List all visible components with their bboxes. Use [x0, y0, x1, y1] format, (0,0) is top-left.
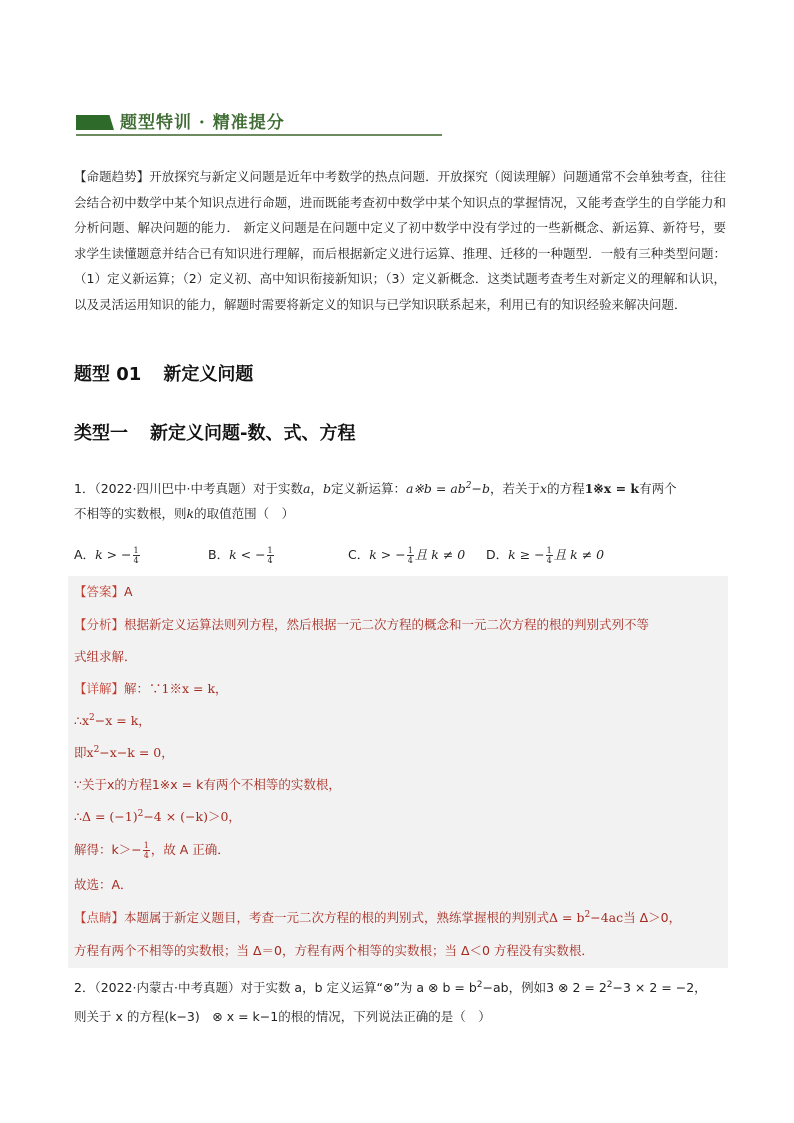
detail-line-3: 即$x^2-x-k = 0$， [74, 744, 174, 760]
option-b[interactable]: B．k < − $\frac{1}{4}$ [208, 546, 273, 565]
fraction: $\frac{1}{4}$ [143, 841, 149, 860]
question-2 [74, 975, 730, 1029]
trend-label: 【命题趋势】 [74, 169, 150, 184]
question-2-line-2: 则关于 x 的方程(k−3) ⊗ x = k−1的根的情况，下列说法正确的是（ ） [74, 1009, 491, 1024]
question-1 [74, 476, 730, 526]
detail-line-7: 故选：A． [74, 877, 133, 892]
question-2-line-1: 2．（2022·内蒙古·中考真题）对于实数 a，b 定义运算“⊗”为 a ⊗ $b = b^2-ab$，例如3 ⊗ $2 = 2^2-3 \times 2 = -2$， [74, 979, 707, 995]
fraction: $\frac{1}{4}$ [133, 546, 139, 565]
section-banner [76, 108, 442, 136]
section-heading [74, 360, 253, 386]
trend-paragraph [74, 164, 726, 318]
option-a[interactable]: A．k > − $\frac{1}{4}$ [74, 546, 139, 565]
section-label: 题型 01 [74, 364, 142, 385]
detail-line-6: 解得：k＞− $\frac{1}{4}$ ，故 A 正确． [74, 841, 230, 860]
detail-line-5: ∴Δ = $(-1)^2-4 \times (-k)>0$， [74, 808, 241, 824]
detail-line-4: ∵关于x的方程1※x = k有两个不相等的实数根， [74, 777, 341, 792]
section-title: 新定义问题 [163, 364, 254, 385]
fraction: $\frac{1}{4}$ [407, 546, 413, 565]
type-title: 新定义问题-数、式、方程 [150, 423, 356, 444]
fraction: $\frac{1}{4}$ [546, 546, 552, 565]
banner-title: 题型特训 · 精准提分 [120, 113, 285, 133]
question-1-line-2: 不相等的实数根，则k的取值范围（ ） [74, 506, 295, 521]
detail-line-2: $\therefore x^2-x = k$， [74, 712, 151, 728]
banner-underline [76, 134, 442, 136]
type-label: 类型一 [74, 423, 128, 444]
banner-decoration [76, 115, 114, 130]
type-heading [74, 419, 355, 445]
point-line-2: 方程有两个不相等的实数根；当 Δ＝0，方程有两个相等的实数根；当 Δ＜0 方程没有实数根． [74, 943, 594, 958]
question-1-options [74, 545, 694, 569]
detail-line-1: 【详解】解：∵1※x = k， [74, 681, 228, 696]
option-c[interactable]: C．k > − $\frac{1}{4}$ 且 k ≠ 0 [348, 546, 466, 565]
solution-block [68, 576, 728, 968]
point-line-1: 【点睛】本题属于新定义题目，考查一元二次方程的根的判别式，熟练掌握根的判别式$\Delta = b^2-4ac$当 Δ＞0， [74, 909, 682, 925]
trend-text: 开放探究与新定义问题是近年中考数学的热点问题．开放探究（阅读理解）问题通常不会单独考查，往往会结合初中数学中某个知识点进行命题，进而既能考查初中数学中某个知识点的掌握情况，又能考查学生的自学能力和分析问题、解决问题的能力． 新定义问题是在问题中定义了初中数学中没有学过的一些新概念、新运算、新符号，要求学生读懂题意并结合已有知识进行理解，而后根据新定义进行运算、推理、迁移的一种题型．一般有三种类型问题：（1）定义新运算；（2）定义初、高中知识衔接新知识；（3）定义新概念．这类试题考查考生对新定义的理解和认识，以及灵活运用知识的能力，解题时需要将新定义的知识与已学知识联系起来，利用已有的知识经验来解决问题． [74, 169, 726, 312]
question-1-line-1: 1．（2022·四川巴中·中考真题）对于实数a，b定义新运算：a※b = $ab^2-b$，若关于x的方程1※x = k有两个 [74, 480, 677, 496]
analysis-line-1: 【分析】根据新定义运算法则列方程，然后根据一元二次方程的概念和一元二次方程的根的判别式列不等 [74, 617, 650, 632]
fraction: $\frac{1}{4}$ [267, 546, 273, 565]
option-d[interactable]: D．k ≥ − $\frac{1}{4}$ 且 k ≠ 0 [486, 546, 605, 565]
answer-line: 【答案】A [74, 584, 133, 599]
analysis-line-2: 式组求解． [74, 649, 137, 664]
